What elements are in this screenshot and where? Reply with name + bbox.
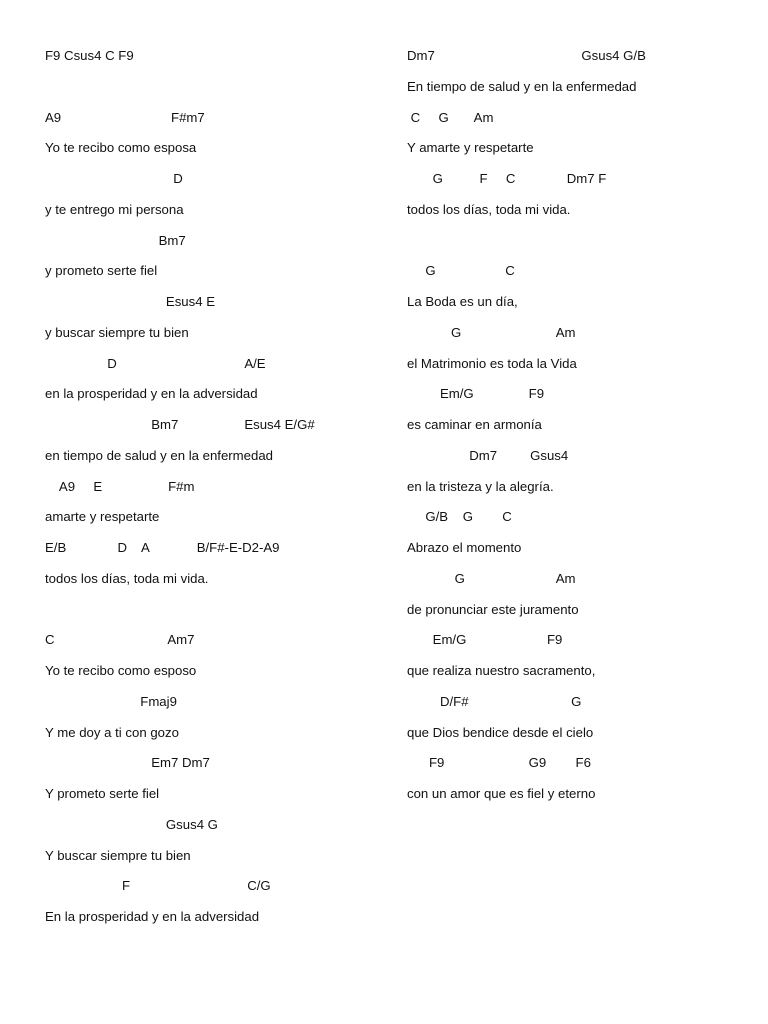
lyric-line: amarte y respetarte xyxy=(45,509,160,525)
chord-line: Bm7 Esus4 E/G# xyxy=(45,417,315,432)
lyric-line: que realiza nuestro sacramento, xyxy=(407,663,596,678)
chord-line: G Am xyxy=(407,570,576,586)
lyric-line: Y amarte y respetarte xyxy=(407,140,534,156)
chord-line: Gsus4 G xyxy=(45,816,218,832)
blank-line xyxy=(45,75,375,106)
song-column-left xyxy=(45,44,375,936)
chord-line: G Am xyxy=(407,324,576,340)
lyric-line: con un amor que es fiel y eterno xyxy=(407,786,596,801)
chord-line: D xyxy=(45,171,183,186)
lyric-line: el Matrimonio es toda la Vida xyxy=(407,355,577,371)
lyric-line: Abrazo el momento xyxy=(407,540,522,555)
blank-line xyxy=(45,598,375,629)
chord-line: Esus4 E xyxy=(45,294,216,309)
lyric-line: y buscar siempre tu bien xyxy=(45,324,189,340)
lyric-line: en la prosperidad y en la adversidad xyxy=(45,386,258,402)
chord-line: G/B G C xyxy=(407,509,512,525)
lyric-line: todos los días, toda mi vida. xyxy=(407,201,571,217)
chord-line: A9 E F#m xyxy=(45,478,195,494)
lyric-line: en la tristeza y la alegría. xyxy=(407,478,554,494)
chord-line: C G Am xyxy=(407,109,494,125)
chord-line: Em/G F9 xyxy=(407,632,563,648)
lyric-line: todos los días, toda mi vida. xyxy=(45,570,209,586)
chord-line: G C xyxy=(407,263,515,279)
chord-line: D/F# G xyxy=(407,693,582,709)
lyric-line: y prometo serte fiel xyxy=(45,263,158,279)
chord-line: F9 G9 F6 xyxy=(407,755,591,771)
blank-line xyxy=(407,229,727,260)
chord-line: Dm7 Gsus4 xyxy=(407,447,569,463)
chord-line: C Am7 xyxy=(45,632,195,648)
lyric-line: En tiempo de salud y en la enfermedad xyxy=(407,78,637,94)
chord-line: Em/G F9 xyxy=(407,386,545,402)
song-column-right xyxy=(407,44,727,813)
lyric-line: y te entrego mi persona xyxy=(45,201,184,217)
chord-line: Dm7 Gsus4 G/B xyxy=(407,48,646,63)
lyric-line: que Dios bendice desde el cielo xyxy=(407,724,594,740)
lyric-line: Yo te recibo como esposa xyxy=(45,140,197,156)
lyric-line: Y prometo serte fiel xyxy=(45,786,160,801)
lyric-line: Yo te recibo como esposo xyxy=(45,663,197,678)
chord-line: G F C Dm7 F xyxy=(407,171,607,186)
chord-line: F9 Csus4 C F9 xyxy=(45,48,134,63)
chord-line: F C/G xyxy=(45,878,271,894)
chord-line: Bm7 xyxy=(45,232,186,248)
lyric-line: La Boda es un día, xyxy=(407,294,518,309)
chord-line: Fmaj9 xyxy=(45,693,177,709)
chord-line: E/B D A B/F#-E-D2-A9 xyxy=(45,540,280,555)
chord-line: Em7 Dm7 xyxy=(45,755,210,771)
chord-line: A9 F#m7 xyxy=(45,109,205,125)
lyric-line: en tiempo de salud y en la enfermedad xyxy=(45,447,273,463)
lyric-line: es caminar en armonía xyxy=(407,417,542,432)
lyric-line: Y me doy a ti con gozo xyxy=(45,724,179,740)
chord-line: D A/E xyxy=(45,355,266,371)
lyric-line: Y buscar siempre tu bien xyxy=(45,847,191,863)
lyric-line: de pronunciar este juramento xyxy=(407,601,579,617)
lyric-line: En la prosperidad y en la adversidad xyxy=(45,909,260,924)
